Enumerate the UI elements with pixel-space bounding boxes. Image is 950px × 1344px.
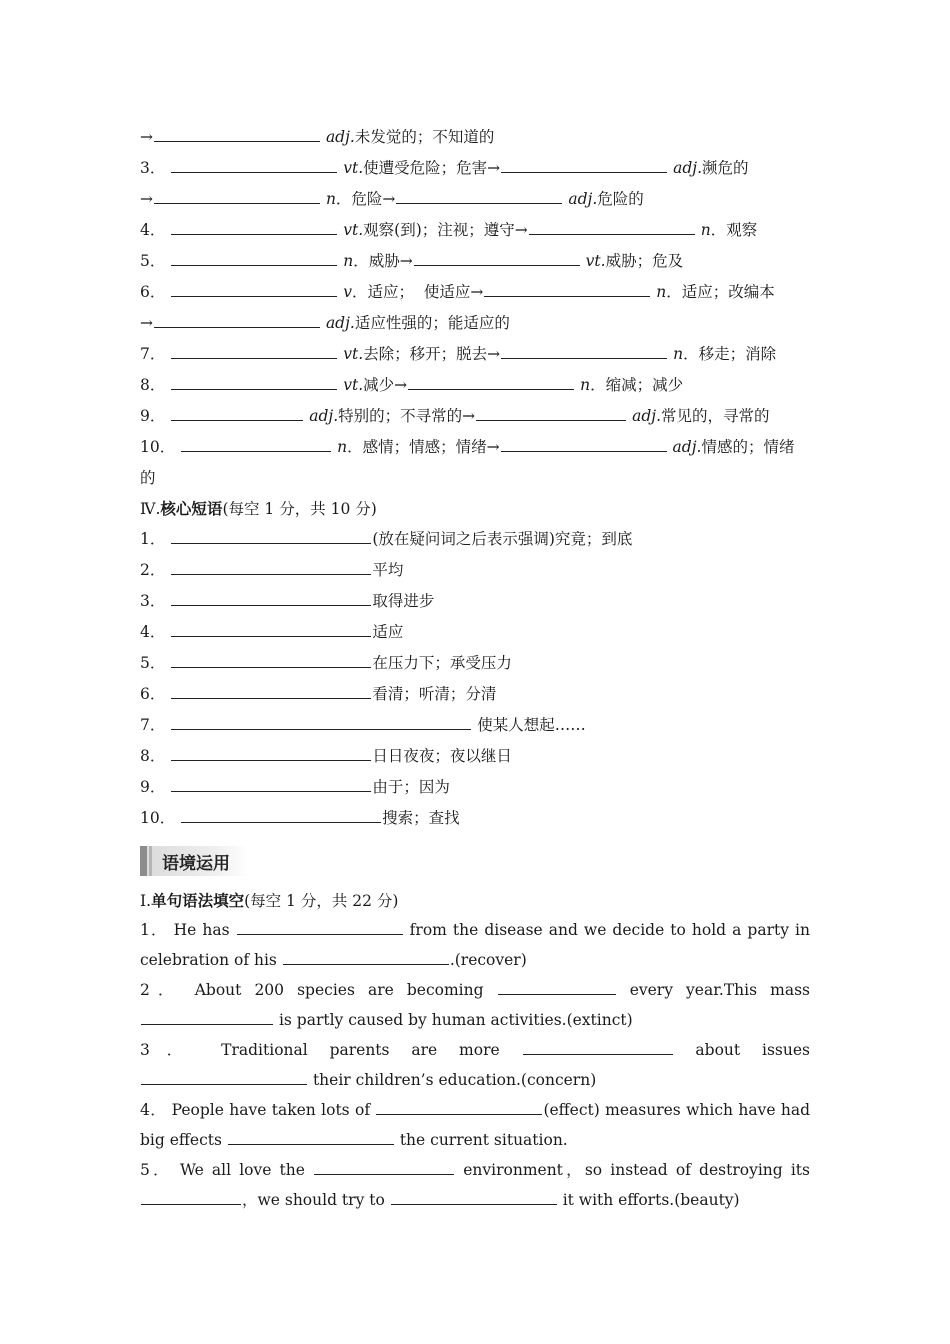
answer-blank[interactable]	[171, 282, 337, 297]
question-text: ，we should try to	[242, 1190, 385, 1209]
question-text: We all love the	[179, 1161, 305, 1179]
answer-blank[interactable]	[171, 653, 371, 668]
answer-blank[interactable]	[476, 406, 626, 421]
question-text: environment，so instead of destroying its	[463, 1161, 810, 1179]
answer-blank[interactable]	[171, 251, 337, 266]
phrase-item-10	[140, 803, 810, 834]
phrase-meaning: 搜索；查找	[382, 809, 460, 827]
answer-blank[interactable]	[228, 1130, 394, 1145]
phrase-meaning: (放在疑问词之后表示强调)究竟；到底	[372, 530, 633, 548]
answer-blank[interactable]	[523, 1040, 673, 1055]
phrase-meaning: 适应	[372, 623, 404, 641]
definition: vt.使遭受危险；危害→	[343, 159, 501, 177]
question-text: .(recover)	[449, 950, 527, 969]
item-number: 3．	[140, 159, 166, 177]
arrow: →	[140, 190, 153, 208]
definition: adj.情感的；情绪	[672, 438, 795, 456]
answer-blank[interactable]	[171, 344, 337, 359]
definition: vt.观察(到)；注视；遵守→	[343, 221, 528, 239]
definition: vt.减少→	[343, 376, 408, 394]
item-number: 9．	[140, 778, 166, 796]
item-number: 10．	[140, 438, 176, 456]
vocab-line-3-cont	[140, 184, 810, 215]
grammar-question-2	[140, 976, 810, 1035]
question-text: their children’s education.(concern)	[312, 1070, 597, 1089]
answer-blank[interactable]	[171, 375, 337, 390]
phrase-meaning: 日日夜夜；夜以继日	[372, 747, 512, 765]
item-number: 5．	[140, 654, 166, 672]
item-number: 1．	[140, 921, 168, 939]
phrase-meaning: 使某人想起……	[477, 716, 586, 734]
vocab-line-4	[140, 215, 810, 246]
heading-score: (每空 1 分，共 22 分)	[244, 892, 399, 910]
phrase-meaning: 平均	[372, 561, 404, 579]
definition: adj.常见的，寻常的	[632, 407, 770, 425]
vocab-line-7	[140, 339, 810, 370]
question-text: is partly caused by human activities.(extinct)	[278, 1010, 633, 1029]
answer-blank[interactable]	[171, 220, 337, 235]
answer-blank[interactable]	[154, 127, 320, 142]
heading-title: 单句语法填空	[151, 891, 245, 910]
answer-blank[interactable]	[171, 777, 371, 792]
phrase-meaning: 取得进步	[372, 592, 435, 610]
answer-blank[interactable]	[171, 684, 371, 699]
phrase-item-7	[140, 710, 810, 741]
item-number: 4．	[140, 1101, 167, 1119]
phrase-item-9	[140, 772, 810, 803]
answer-blank[interactable]	[154, 189, 320, 204]
vocab-line-6-cont	[140, 308, 810, 339]
section-tag-label: 语境运用	[162, 853, 230, 874]
question-text: about issues	[695, 1041, 810, 1059]
item-number: 5．	[140, 1161, 172, 1179]
answer-blank[interactable]	[376, 1100, 542, 1115]
section-tag-bar	[149, 846, 152, 876]
grammar-question-1	[140, 916, 810, 975]
vocab-line-9	[140, 401, 810, 432]
item-number: 6．	[140, 685, 166, 703]
definition: n．威胁→	[343, 252, 413, 270]
question-text: About 200 species are becoming	[194, 981, 484, 999]
answer-blank[interactable]	[396, 189, 562, 204]
answer-blank[interactable]	[141, 1190, 241, 1205]
answer-blank[interactable]	[408, 375, 574, 390]
answer-blank[interactable]	[171, 746, 371, 761]
answer-blank[interactable]	[171, 591, 371, 606]
heading-number: Ⅰ.	[140, 892, 152, 910]
section-tag-bar	[140, 846, 147, 876]
answer-blank[interactable]	[501, 158, 667, 173]
answer-blank[interactable]	[154, 313, 320, 328]
arrow: →	[140, 128, 153, 146]
question-text: (effect) measures which have had big effects	[140, 1101, 810, 1149]
item-number: 1．	[140, 530, 166, 548]
item-number: 3．	[140, 592, 166, 610]
item-number: 4．	[140, 221, 166, 239]
item-number: 6．	[140, 283, 166, 301]
question-text: People have taken lots of	[171, 1101, 371, 1119]
arrow: →	[140, 314, 153, 332]
definition: n．移走；消除	[673, 345, 777, 363]
answer-blank[interactable]	[141, 1070, 307, 1085]
answer-blank[interactable]	[498, 980, 616, 995]
heading-number: Ⅳ.	[140, 500, 161, 518]
question-text: every year.This mass	[629, 981, 810, 999]
definition: adj.未发觉的；不知道的	[325, 128, 495, 146]
grammar-question-5	[140, 1156, 810, 1215]
heading-title: 核心短语	[160, 499, 223, 518]
answer-blank[interactable]	[237, 920, 403, 935]
answer-blank[interactable]	[314, 1160, 454, 1175]
answer-blank[interactable]	[529, 220, 695, 235]
definition: 的	[140, 469, 156, 487]
answer-blank[interactable]	[484, 282, 650, 297]
question-text: He has	[173, 921, 230, 939]
answer-blank[interactable]	[283, 950, 449, 965]
answer-blank[interactable]	[171, 529, 371, 544]
answer-blank[interactable]	[501, 437, 667, 452]
definition: adj.濒危的	[673, 159, 749, 177]
phrase-item-8	[140, 741, 810, 772]
answer-blank[interactable]	[181, 437, 331, 452]
phrase-item-2	[140, 555, 810, 586]
item-number: 4．	[140, 623, 166, 641]
grammar-question-3	[140, 1036, 810, 1095]
grammar-question-4	[140, 1096, 810, 1155]
item-number: 2．	[140, 981, 182, 999]
definition: adj.危险的	[568, 190, 644, 208]
answer-blank[interactable]	[391, 1190, 557, 1205]
item-number: 5．	[140, 252, 166, 270]
phrase-item-6	[140, 679, 810, 710]
phrase-meaning: 看清；听清；分清	[372, 685, 497, 703]
phrase-meaning: 在压力下；承受压力	[372, 654, 512, 672]
item-number: 3．	[140, 1041, 200, 1059]
question-text: it with efforts.(beauty)	[562, 1190, 740, 1209]
grammar-heading	[140, 886, 810, 916]
definition: n．观察	[700, 221, 758, 239]
definition: n．感情；情感；情绪→	[337, 438, 500, 456]
phrases-heading	[140, 494, 810, 524]
vocab-line-8	[140, 370, 810, 401]
answer-blank[interactable]	[501, 344, 667, 359]
definition: vt.威胁；危及	[585, 252, 684, 270]
heading-score: (每空 1 分，共 10 分)	[222, 500, 377, 518]
item-number: 7．	[140, 716, 166, 734]
section-tag	[140, 846, 248, 876]
answer-blank[interactable]	[171, 158, 337, 173]
vocab-line-5	[140, 246, 810, 277]
vocab-line-10-cont	[140, 463, 810, 494]
worksheet-page	[140, 122, 810, 1216]
item-number: 2．	[140, 561, 166, 579]
phrase-item-1	[140, 524, 810, 555]
definition: adj.适应性强的；能适应的	[325, 314, 510, 332]
answer-blank[interactable]	[181, 808, 381, 823]
phrase-item-5	[140, 648, 810, 679]
definition: n．危险→	[325, 190, 396, 208]
definition: n．缩减；减少	[580, 376, 684, 394]
definition: v．适应； 使适应→	[343, 283, 484, 301]
item-number: 10．	[140, 809, 176, 827]
phrase-meaning: 由于；因为	[372, 778, 450, 796]
vocab-line-3	[140, 153, 810, 184]
definition: vt.去除；移开；脱去→	[343, 345, 501, 363]
item-number: 9．	[140, 407, 166, 425]
answer-blank[interactable]	[171, 406, 303, 421]
answer-blank[interactable]	[171, 622, 371, 637]
item-number: 8．	[140, 747, 166, 765]
item-number: 7．	[140, 345, 166, 363]
answer-blank[interactable]	[141, 1010, 273, 1025]
vocab-line-6	[140, 277, 810, 308]
question-text: Traditional parents are more	[221, 1041, 500, 1059]
definition: adj.特别的；不寻常的→	[309, 407, 476, 425]
answer-blank[interactable]	[171, 715, 471, 730]
definition: n．适应；改编本	[656, 283, 775, 301]
answer-blank[interactable]	[414, 251, 580, 266]
phrase-item-4	[140, 617, 810, 648]
vocab-line-2-cont	[140, 122, 810, 153]
question-text: from the disease and we decide to hold a party in celebration of his	[140, 921, 810, 969]
answer-blank[interactable]	[171, 560, 371, 575]
phrase-item-3	[140, 586, 810, 617]
vocab-line-10	[140, 432, 810, 463]
question-text: the current situation.	[399, 1130, 568, 1149]
item-number: 8．	[140, 376, 166, 394]
